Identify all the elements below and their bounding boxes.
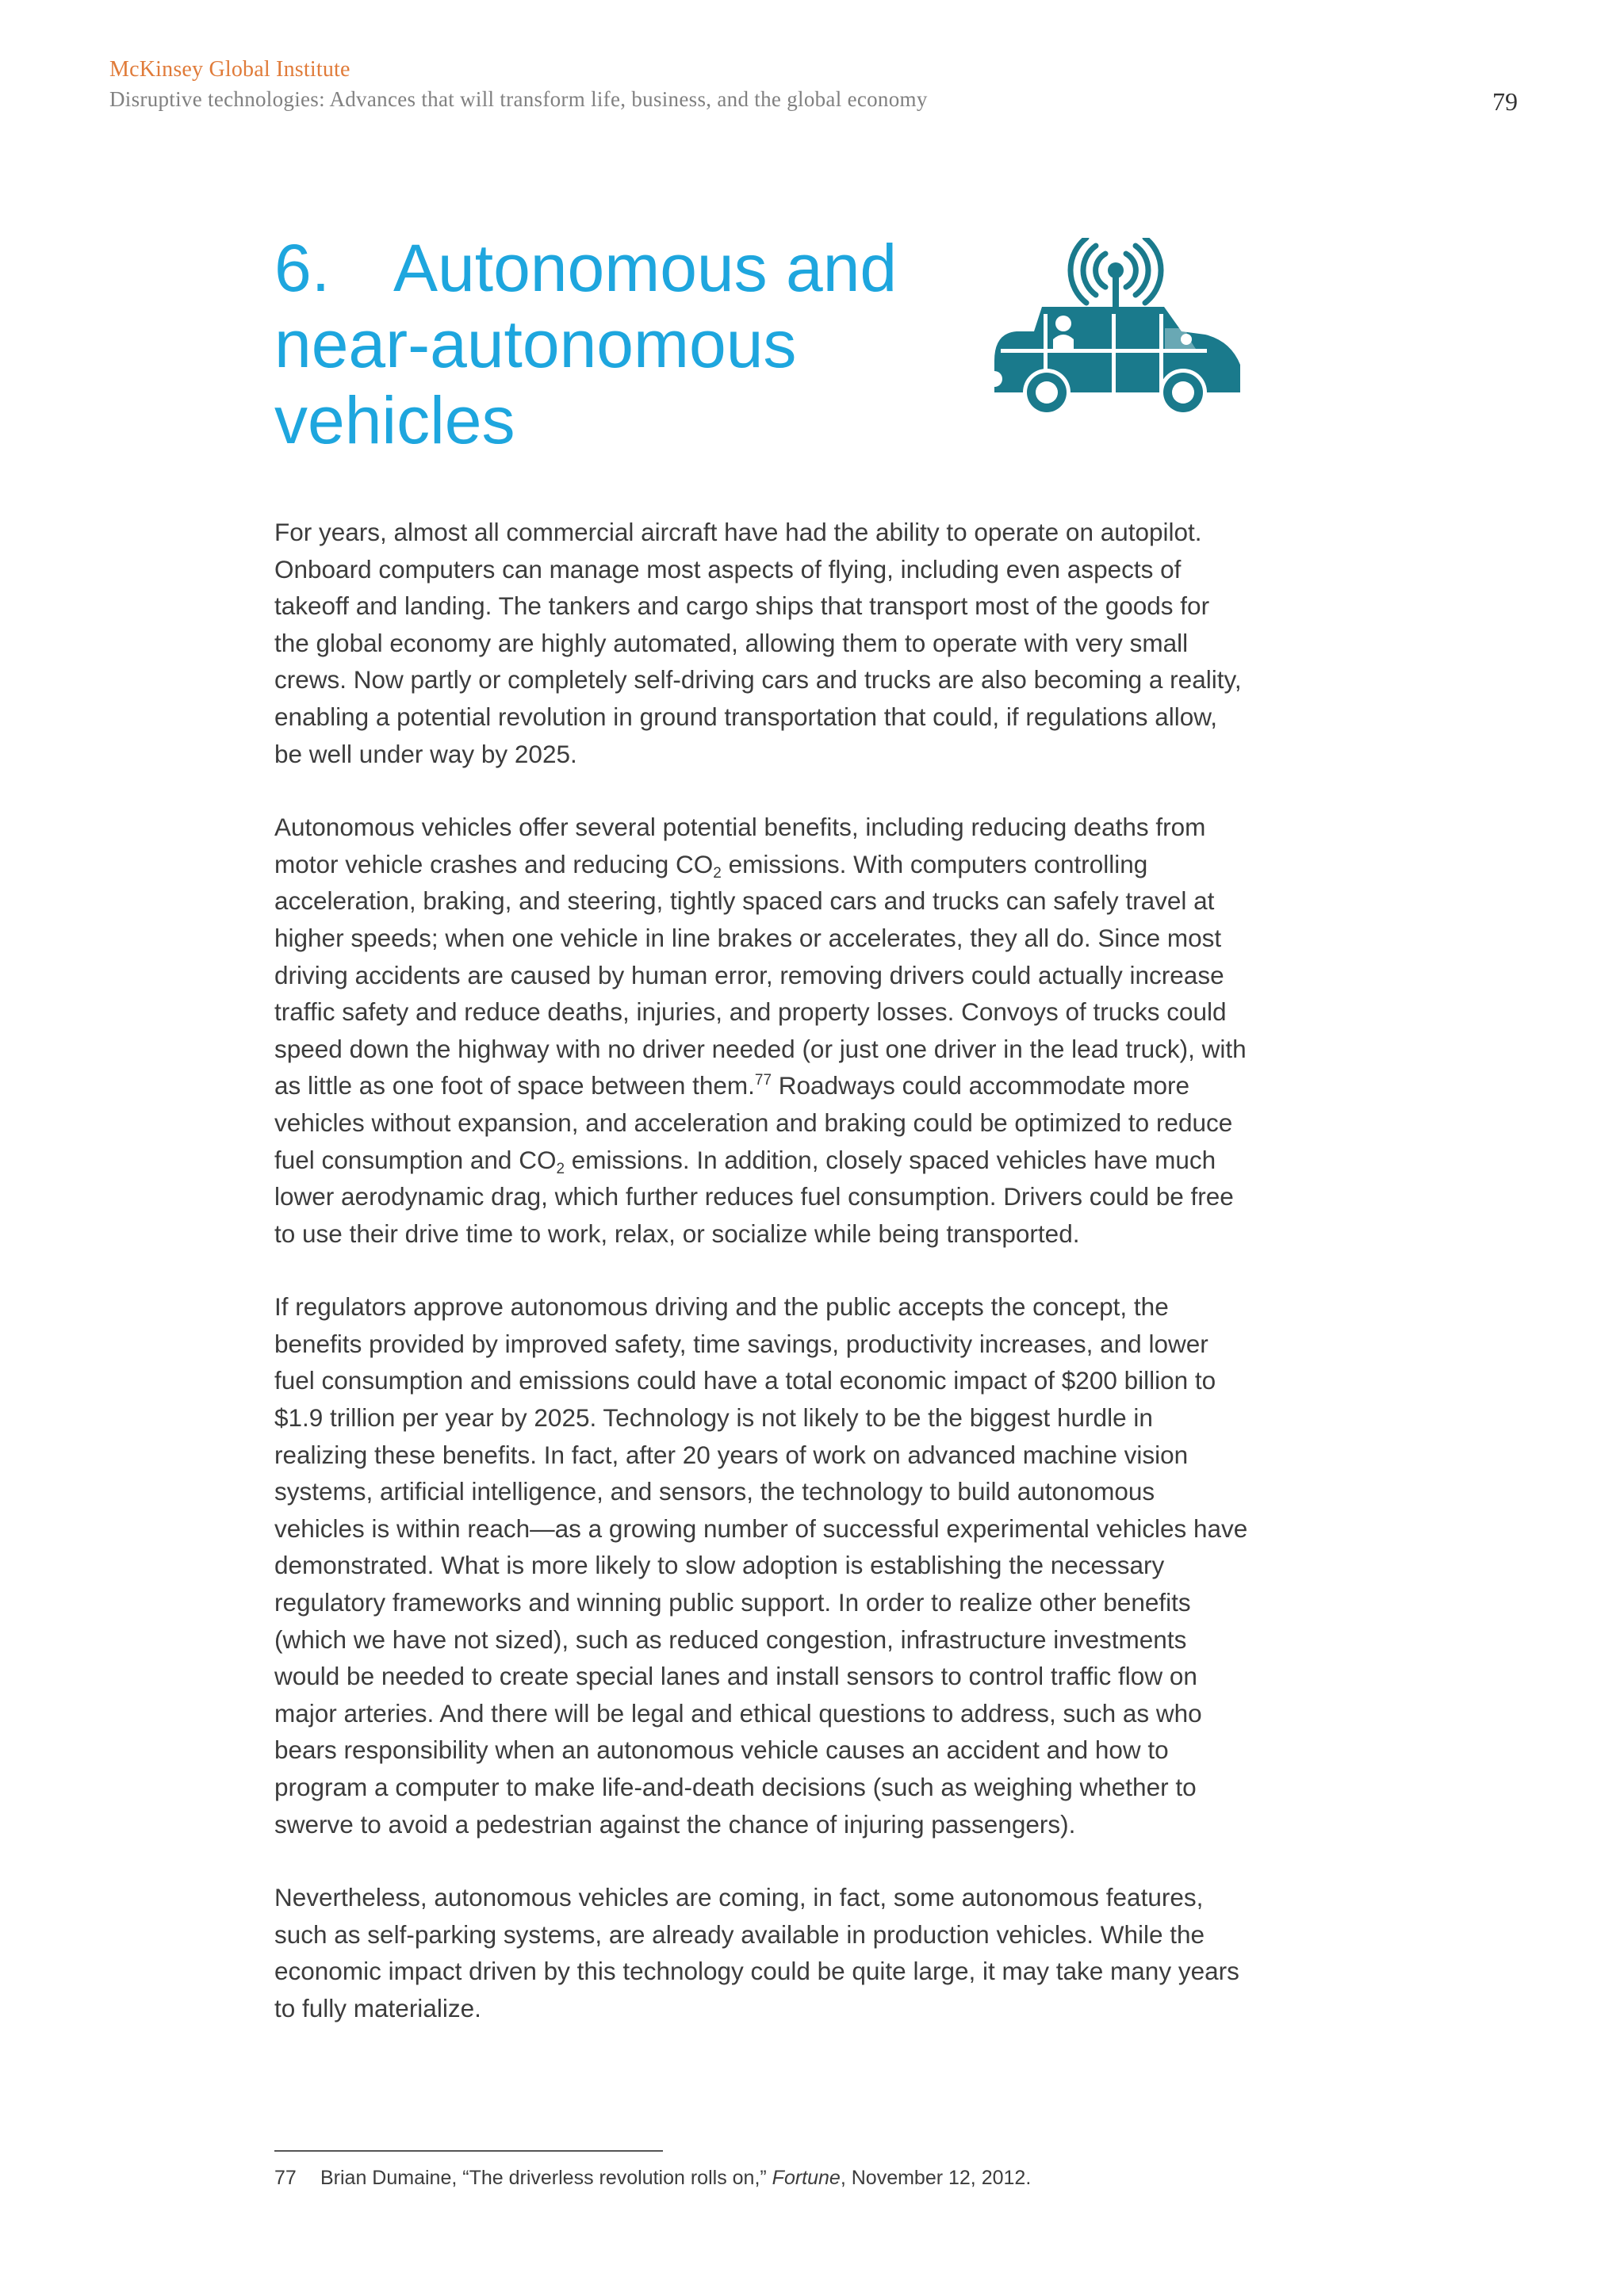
co2-subscript: 2 bbox=[556, 1160, 565, 1177]
co2-subscript: 2 bbox=[713, 864, 722, 882]
paragraph-1: For years, almost all commercial aircraft have had the ability to operate on autopilot. Onboard computers can manage most aspects of flying, including even aspects of takeoff and landing. The tankers and cargo ships that transport most of the goods for the global economy are highly automated, allowing them to operate with very small crews. Now partly or completely self-driving cars and trucks are also becoming a reality, enabling a potential revolution in ground transportation that could, if regulations allow, be well under way by 2025. bbox=[274, 518, 1242, 768]
header-subtitle: Disruptive technologies: Advances that will transform life, business, and the global economy bbox=[109, 87, 928, 111]
footnote-text-a: Brian Dumaine, “The driverless revolution rolls on,” bbox=[320, 2167, 772, 2189]
paragraph-2-part-d: emissions. In addition, closely spaced vehicles have much lower aerodynamic drag, which further reduces fuel consumption. Drivers could be free to use their drive time to work, relax, or socialize while being transported. bbox=[274, 1145, 1234, 1248]
footnote-publication: Fortune bbox=[772, 2167, 841, 2189]
chapter-title bbox=[274, 230, 988, 458]
chapter-title-line2: near-autonomous bbox=[274, 307, 797, 381]
chapter-title-line1: Autonomous and bbox=[393, 231, 898, 305]
chapter-title-line3: vehicles bbox=[274, 383, 515, 457]
footnote-text-b: , November 12, 2012. bbox=[840, 2167, 1032, 2189]
footnote-ref-77[interactable]: 77 bbox=[754, 1072, 772, 1089]
paragraph-2-part-c: Roadways could accommodate more vehicles without expansion, and acceleration and braking could be optimized to reduce fuel consumption and CO bbox=[274, 1071, 1233, 1174]
paragraph-2-part-b: emissions. With computers controlling acceleration, braking, and steering, tightly spaced cars and trucks can safely travel at higher speeds; when one vehicle in line brakes or accelerates, they all do. Since most driving accidents are caused by human error, removing drivers could actually increase traffic safety and reduce deaths, injuries, and property losses. Convoys of trucks could speed down the highway with no driver needed (or just one driver in the lead truck), with as little as one foot of space between them. bbox=[274, 849, 1247, 1100]
paragraph-2 bbox=[274, 809, 1250, 1252]
header-brand: McKinsey Global Institute bbox=[109, 57, 350, 82]
autonomous-car-icon bbox=[993, 238, 1243, 416]
paragraph-2-part-a: Autonomous vehicles offer several potential benefits, including reducing deaths from motor vehicle crashes and reducing CO bbox=[274, 813, 1206, 878]
paragraph-3: If regulators approve autonomous driving and the public accepts the concept, the benefits provided by improved safety, time savings, productivity increases, and lower fuel consumption and emissions could have a total economic impact of $200 billion to $1.9 trillion per year by 2025. Technology is not likely to be the biggest hurdle in realizing these benefits. In fact, after 20 years of work on advanced machine vision systems, artificial intelligence, and sensors, the technology to build autonomous vehicles is within reach—as a growing number of successful experimental vehicles have demonstrated. What is more likely to slow adoption is establishing the necessary regulatory frameworks and winning public support. In order to realize other benefits (which we have not sized), such as reduced congestion, infrastructure investments would be needed to create special lanes and install sensors to control traffic flow on major arteries. And there will be legal and ethical questions to address, such as who bears responsibility when an autonomous vehicle causes an accident and how to program a computer to make life-and-death decisions (such as weighing whether to swerve to avoid a pedestrian against the chance of injuring passengers). bbox=[274, 1292, 1248, 1839]
footnote-number: 77 bbox=[274, 2167, 297, 2189]
chapter-number: 6. bbox=[274, 231, 331, 305]
footnote-divider bbox=[274, 2150, 663, 2152]
footnote-77 bbox=[274, 2167, 1031, 2190]
body-text bbox=[274, 514, 1250, 2064]
page-number: 79 bbox=[1492, 87, 1518, 116]
paragraph-4: Nevertheless, autonomous vehicles are coming, in fact, some autonomous features, such as self-parking systems, are already available in production vehicles. While the economic impact driven by this technology could be quite large, it may take many years to fully materialize. bbox=[274, 1883, 1239, 2022]
